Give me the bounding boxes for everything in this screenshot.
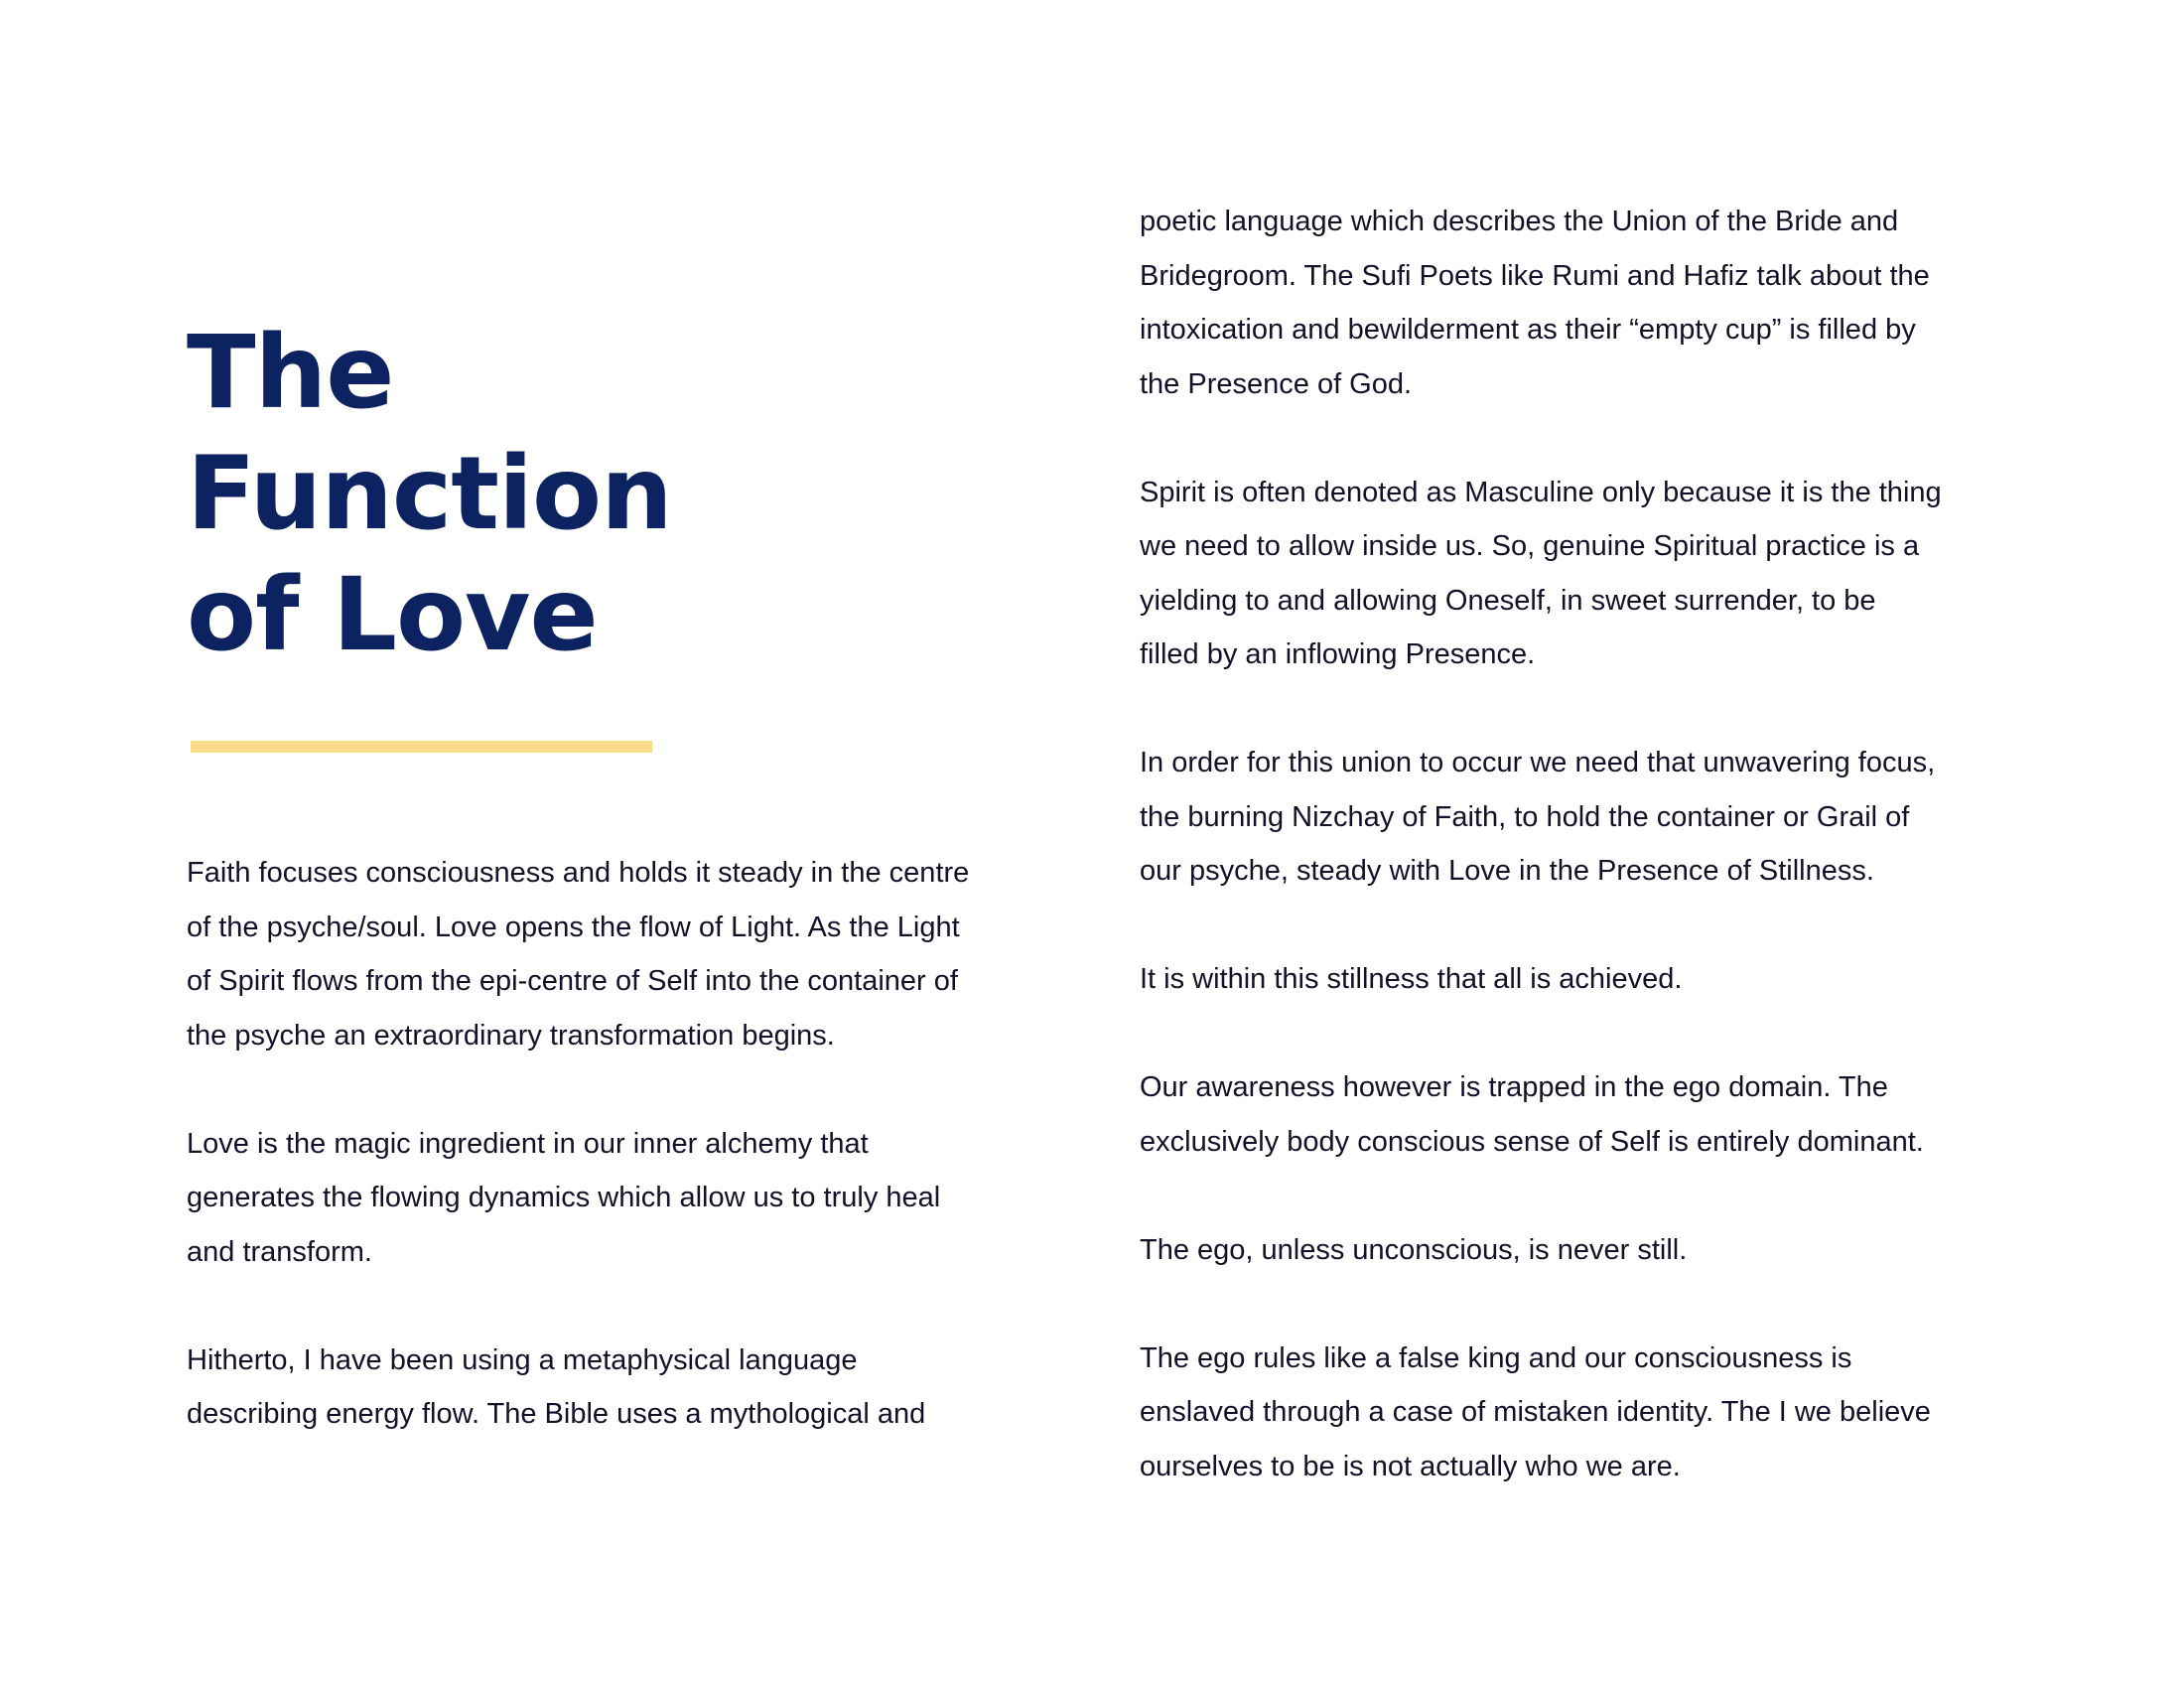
text-line: In order for this union to occur we need that unwavering focus,	[1140, 747, 1936, 778]
paragraph	[1140, 1060, 2033, 1169]
left-text-column	[187, 846, 1060, 1495]
text-line: Faith focuses consciousness and holds it steady in the centre	[187, 857, 970, 889]
text-line: we need to allow inside us. So, genuine Spiritual practice is a	[1140, 530, 1920, 562]
paragraph	[187, 1334, 1060, 1442]
text-line: The ego rules like a false king and our consciousness is	[1140, 1341, 1852, 1374]
text-line: Spirit is often denoted as Masculine only because it is the thing	[1140, 476, 1942, 508]
text-line: Our awareness however is trapped in the ego domain. The	[1140, 1071, 1888, 1103]
paragraph	[187, 1117, 1060, 1280]
text-line: Hitherto, I have been using a metaphysical language	[187, 1343, 858, 1376]
text-line: exclusively body conscious sense of Self is entirely dominant.	[1140, 1125, 1924, 1158]
paragraph	[1140, 736, 2033, 899]
text-line: our psyche, steady with Love in the Presence of Stillness.	[1140, 855, 1874, 887]
text-line: yielding to and allowing Oneself, in sweet surrender, to be	[1140, 584, 1876, 617]
text-line: intoxication and bewilderment as their “empty cup” is filled by	[1140, 314, 1916, 346]
text-line: poetic language which describes the Union of the Bride and	[1140, 206, 1899, 237]
text-line: filled by an inflowing Presence.	[1140, 638, 1536, 670]
paragraph	[1140, 195, 2033, 411]
text-line: describing energy flow. The Bible uses a mythological and	[187, 1398, 926, 1430]
text-line: the psyche an extraordinary transformation begins.	[187, 1019, 835, 1052]
text-line: Love is the magic ingredient in our inner alchemy that	[187, 1127, 869, 1160]
title-line: Function	[187, 435, 672, 553]
paragraph	[1140, 1223, 2033, 1278]
text-line: The ego, unless unconscious, is never still.	[1140, 1233, 1688, 1266]
title-line: The	[187, 314, 394, 432]
paragraph	[1140, 1332, 2033, 1494]
right-text-column	[1140, 195, 2033, 1548]
title-line: of Love	[187, 556, 598, 674]
page-title	[187, 313, 822, 676]
accent-underline	[191, 741, 652, 753]
text-line: It is within this stillness that all is achieved.	[1140, 963, 1683, 995]
text-line: the Presence of God.	[1140, 367, 1413, 400]
text-line: of the psyche/soul. Love opens the flow of Light. As the Light	[187, 911, 960, 943]
paragraph	[1140, 952, 2033, 1007]
paragraph	[1140, 466, 2033, 682]
text-line: enslaved through a case of mistaken identity. The I we believe	[1140, 1396, 1931, 1428]
paragraph	[187, 846, 1060, 1062]
text-line: and transform.	[187, 1235, 372, 1268]
text-line: Bridegroom. The Sufi Poets like Rumi and Hafiz talk about the	[1140, 259, 1930, 292]
text-line: the burning Nizchay of Faith, to hold the container or Grail of	[1140, 800, 1910, 833]
text-line: generates the flowing dynamics which allow us to truly heal	[187, 1182, 941, 1213]
text-line: of Spirit flows from the epi-centre of Self into the container of	[187, 965, 958, 997]
text-line: ourselves to be is not actually who we are.	[1140, 1450, 1681, 1482]
